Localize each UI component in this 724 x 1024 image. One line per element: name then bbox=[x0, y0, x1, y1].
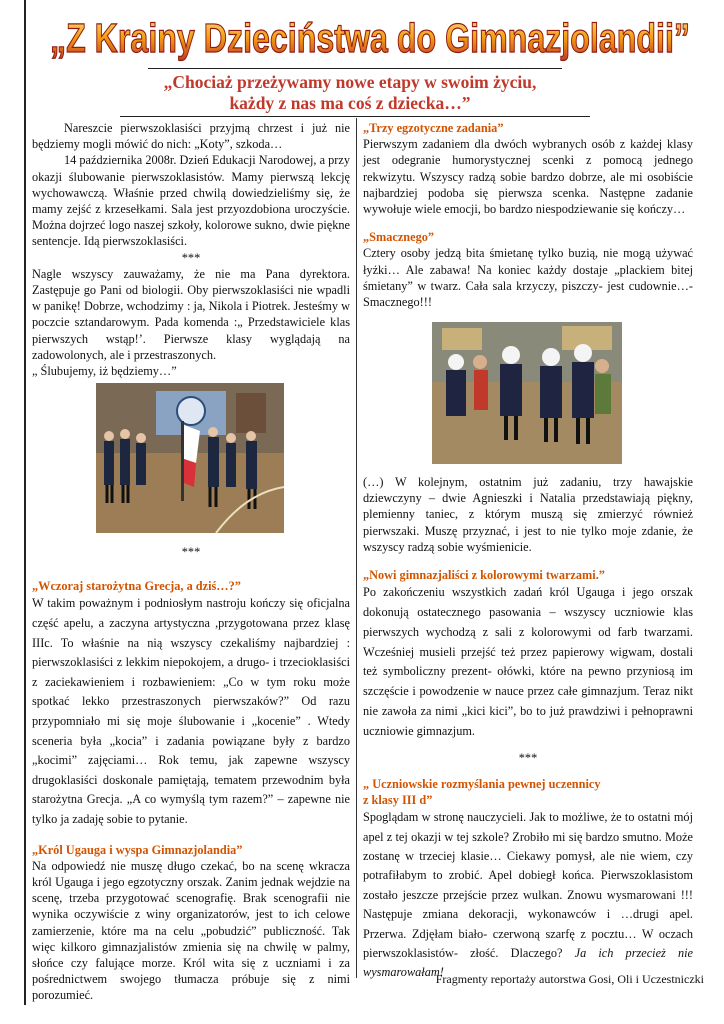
heading-line-1: „ Uczniowskie rozmyślania pewnej uczennicy bbox=[363, 776, 601, 791]
heading-new-students: „Nowi gimnazjaliści z kolorowymi twarzami.” bbox=[363, 568, 605, 583]
intro-paragraph-1: Nareszcie pierwszoklasiści przyjmą chrzest i już nie będziemy mogli mówić do nich: „Koty”, szkoda… bbox=[32, 121, 350, 152]
paragraph: Pierwszym zadaniem dla dwóch wybranych osób z każdej klasy jest odegranie humorystycznej scenki z pomocą jednego rekwizytu. Wszyscy radzą sobie bardzo dobrze, ale mi osobiście najbardziej podoba się pierwsza scenka. Następne zadanie wywołuje wiele emocji, bo bardzo niespodziewanie się kończy… bbox=[363, 137, 693, 217]
left-column-lower bbox=[32, 544, 350, 1004]
right-column-lower bbox=[363, 474, 693, 983]
masthead-text: „Z Krainy Dzieciństwa do Gimnazjolandii” bbox=[50, 15, 690, 61]
subtitle-rule-bottom bbox=[120, 116, 590, 117]
column-divider bbox=[356, 118, 357, 978]
subtitle-line-1: „Chociaż przeżywamy nowe etapy w swoim życiu, bbox=[163, 72, 537, 92]
section-stars: *** bbox=[181, 545, 201, 559]
heading-three-tasks: „Trzy egzotyczne zadania” bbox=[363, 121, 504, 135]
reflection-italic: Ja ich przecież nie wysmarowałam! bbox=[363, 946, 694, 980]
paragraph: Cztery osoby jedzą bita śmietanę tylko buzią, nie mogą używać łyżki… Ale zabawa! Na koniec każdy dostaje „plackiem bitej śmietany” w twarz. Cała sala krzyczy, piszczy- jest cudownie…- Smacznego!!! bbox=[363, 246, 693, 310]
intro-paragraph-2: 14 października 2008r. Dzień Edukacji Narodowej, a przy okazji ślubowanie pierwszoklasistów. Mamy pierwszą lekcję wychowawczą. Właśnie przed chwilą dowiedzieliśmy się, że mamy zejść z krzesełkami. Sala jest przyozdobiona uroczyście. Można dojrzeć logo naszej szkoły, kolorowe sukno, dwie piękne sentencje. Idą pierwszoklasiści. bbox=[32, 153, 350, 249]
paragraph: W takim poważnym i podniosłym nastroju kończy się oficjalna część apelu, a zaczyna artystyczna ,przygotowana przez klasę IIIc. To właśnie na nią wszyscy czekaliśmy najbardziej : pierwszoklasiści z lekkim niepokojem, a drugo- i trzecioklasiści z zaciekawieniem i rozbawieniem: „Co w tym roku może spotkać lekko przestraszonych pierwszaków?” Od razu przypomniało mi się moje ślubowanie i „kocenie” . Wtedy sceneria była „kocia” i zadania powiązane były z bardzo „kocimi” zajęciami… Rok temu, jak zapewne wszyscy drugoklasiści doskonale pamiętają, tematem przewodnim była starożytna Grecja. „A co wymyślą tym razem?” – zapewne nie tylko ja zadaję sobie to pytanie. bbox=[32, 596, 350, 826]
photo-whipped-cream-task bbox=[432, 322, 622, 464]
subtitle-line-2: każdy z nas ma coś z dziecka…” bbox=[229, 93, 471, 113]
heading-bon-appetit: „Smacznego” bbox=[363, 230, 435, 245]
paragraph: Nagle wszyscy zauważamy, że nie ma Pana dyrektora. Zastępuje go Pani od biologii. Oby pierwszoklasiści nie wpadli w panikę! Dobrze, wchodzimy : ja, Nikola i Piotrek. Jesteśmy w poczcie sztandarowym. Pada komenda :„ Przedstawiciele klas pierwszych wstąp!’. Pierwsze klasy wyglądają na zadowolonych, ale i przestraszonych. bbox=[32, 266, 350, 362]
section-stars: *** bbox=[181, 250, 201, 265]
oath-quote: „ Ślubujemy, iż będziemy…” bbox=[32, 364, 177, 379]
subtitle-rule-top bbox=[148, 68, 562, 69]
heading-king-ugauga: „Król Ugauga i wyspa Gimnazjolandia” bbox=[32, 842, 243, 857]
heading-line-2: z klasy III d” bbox=[363, 793, 433, 807]
left-margin-rule bbox=[24, 0, 26, 1005]
photo-oath-ceremony bbox=[96, 383, 284, 533]
paragraph bbox=[363, 808, 693, 983]
footer-credit: Fragmenty reportaży autorstwa Gosi, Oli i Uczestniczki bbox=[435, 972, 704, 986]
paragraph: (…) W kolejnym, ostatnim już zadaniu, trzy hawajskie dziewczyny – dwie Agnieszki i Natalia przedstawiają piękny, plemienny taniec, z którym muszą się zmierzyć również pierwszaki. Muszę przyznać, i jest to nie tylko moje zdanie, że wszyscy radzą sobie wyśmienicie. bbox=[363, 475, 693, 554]
masthead-title bbox=[40, 6, 700, 68]
heading-student-reflections bbox=[363, 776, 693, 808]
subtitle bbox=[130, 72, 570, 114]
left-column bbox=[32, 120, 350, 379]
section-stars: *** bbox=[518, 750, 538, 765]
paragraph: Na odpowiedź nie muszę długo czekać, bo na scenę wkracza król Ugauga i jego egzotyczny orszak. Zanim jednak wejdzie na scenę, trzeba przygotować scenografię. Brak scenografii nie wynika oczywiście z winy organizatorów, jest to ich celowe zamierzenie, które ma na celu „pobudzić” publiczność. Tak więc kilkoro gimnazjalistów zmienia się na chwilę w palmy, słońce czy falujące morze. Król wita się z uczniami i za pośrednictwem swojego tłumacza próbuje się z nimi porozumieć. bbox=[32, 858, 350, 1003]
reflection-text: Spoglądam w stronę nauczycieli. Jak to możliwe, że to ostatni mój apel z tej okazji w tej szkole? Zrobiło mi się bardzo smutno. Może zostanę w trzeciej klasie… Ciekawy pomysł, ale nie wiem, czy potrafiłabym to zrobić. Apel dobiegł końca. Pierwszoklasistom zostało jeszcze przejście przez wulkan. Znowu wysmarowani !!! Następuje zmiana dekoracji, wykonawców i …drugi apel. Przerwa. Zdjęłam biało- czerwoną szarfę z pocztu… W oczach pierwszoklasistów- złość. Dlaczego? bbox=[363, 810, 693, 961]
heading-ancient-greece: „Wczoraj starożytna Grecja, a dziś…?” bbox=[32, 579, 241, 594]
paragraph: Po zakończeniu wszystkich zadań król Ugauga i jego orszak dokonują ostatecznego pasowania – wszyscy uczniowie klas pierwszych wychodzą z sali z kolorowymi od farb twarzami. Wcześniej musieli przejść też przez papierowy wigwam, dostali też symboliczny prezent- ołówki, które na pewno przyniosą im szczęście i powodzenie w nauce przez całe gimnazjum. Teraz nikt nie zawoła za nimi „kici kici”, bo to już prawdziwi i pełnoprawni uczniowie gimnazjum. bbox=[363, 585, 693, 738]
right-column bbox=[363, 120, 693, 310]
